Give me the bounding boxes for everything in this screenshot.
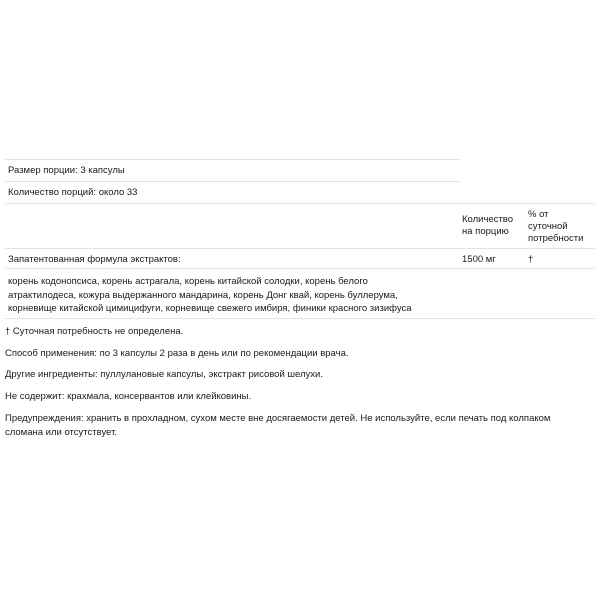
divider (5, 318, 595, 319)
serving-size: Размер порции: 3 капсулы (8, 165, 125, 176)
proprietary-blend-name: Запатентованная формула экстрактов: (8, 254, 181, 265)
servings-count: Количество порций: около 33 (8, 187, 138, 198)
divider (5, 268, 595, 269)
divider (5, 203, 595, 204)
divider (5, 248, 595, 249)
warnings: Предупреждения: хранить в прохладном, сухом месте вне досягаемости детей. Не используйте, если печать под колпаком сломана или отсутствует. (5, 413, 551, 438)
other-ingredients: Другие ингредиенты: пуллулановые капсулы, экстракт рисовой шелухи. (5, 369, 323, 380)
divider (5, 159, 460, 160)
daily-value-footnote: † Суточная потребность не определена. (5, 326, 184, 337)
usage-instructions: Способ применения: по 3 капсулы 2 раза в день или по рекомендации врача. (5, 348, 349, 359)
proprietary-blend-dv: † (528, 254, 534, 265)
column-header-amount: Количество на порцию (462, 214, 514, 237)
divider (5, 181, 460, 182)
does-not-contain: Не содержит: крахмала, консервантов или клейковины. (5, 391, 252, 402)
blend-ingredients: корень кодонопсиса, корень астрагала, корень китайской солодки, корень белого атрактилодеса, кожура выдержанного мандарина, корень Донг квай, корень буллерума, корневище китайской цимицифуги, корневище свежего имбиря, финики красного зизифуса (8, 276, 412, 314)
column-header-daily-value: % от суточной потребности (528, 209, 584, 244)
proprietary-blend-amount: 1500 мг (462, 254, 496, 265)
